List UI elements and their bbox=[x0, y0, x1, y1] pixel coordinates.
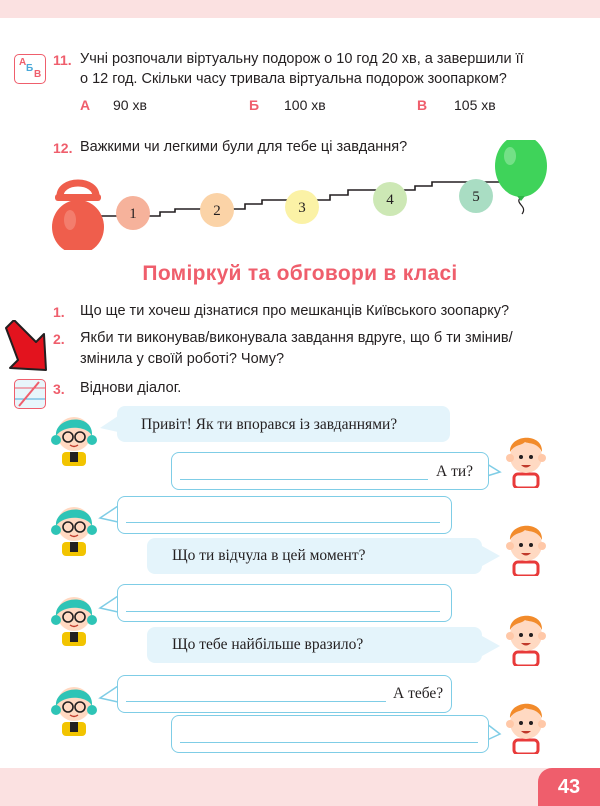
question-12-text: Важкими чи легкими були для тебе ці завдання? bbox=[80, 139, 408, 155]
balloon-icon bbox=[495, 140, 547, 214]
girl-answer-bubble-2[interactable] bbox=[117, 496, 452, 534]
answer-line[interactable] bbox=[180, 742, 478, 743]
abc-icon-letter-b: Б bbox=[26, 63, 34, 74]
difficulty-scale bbox=[0, 140, 600, 250]
question-12-number: 12. bbox=[53, 140, 73, 156]
girl-line-4-suffix: А тебе? bbox=[393, 685, 444, 702]
answer-line[interactable] bbox=[126, 701, 386, 702]
option-b-letter: Б bbox=[249, 97, 260, 113]
option-a-value[interactable]: 90 хв bbox=[113, 97, 147, 113]
answer-line[interactable] bbox=[180, 479, 428, 480]
answer-line[interactable] bbox=[126, 611, 440, 612]
boy-line-2: Що ти відчула в цей момент? bbox=[172, 547, 366, 564]
scale-label-4: 4 bbox=[386, 192, 394, 208]
bottom-band bbox=[0, 768, 600, 806]
scale-label-2: 2 bbox=[213, 203, 221, 219]
question-11-line-1: Учні розпочали віртуальну подорож о 10 год 20 хв, а завершили її bbox=[80, 51, 524, 67]
option-a-letter: А bbox=[80, 97, 91, 113]
option-v-value[interactable]: 105 хв bbox=[454, 97, 496, 113]
boy-line-1-suffix: А ти? bbox=[436, 463, 474, 480]
scale-label-1: 1 bbox=[129, 206, 137, 222]
abc-icon-letter-a: А bbox=[19, 57, 27, 68]
discussion-3-number: 3. bbox=[53, 381, 65, 397]
abc-icon-letter-v: В bbox=[34, 69, 42, 80]
boy-line-3: Що тебе найбільше вразило? bbox=[172, 636, 364, 653]
abc-options-icon bbox=[14, 54, 46, 84]
option-v-letter: В bbox=[417, 97, 428, 113]
girl-line-1: Привіт! Як ти впорався із завданнями? bbox=[141, 416, 398, 433]
scale-label-3: 3 bbox=[298, 200, 306, 216]
girl-answer-bubble-3[interactable] bbox=[117, 584, 452, 622]
scale-label-5: 5 bbox=[472, 189, 480, 205]
red-arrow-icon bbox=[4, 320, 50, 374]
question-11-line-2: о 12 год. Скільки часу тривала віртуальна подорож зоопарком? bbox=[80, 71, 507, 87]
discussion-3-text: Віднови діалог. bbox=[80, 380, 182, 396]
answer-line[interactable] bbox=[126, 522, 440, 523]
discussion-1-text: Що ще ти хочеш дізнатися про мешканців Київського зоопарку? bbox=[80, 303, 510, 319]
discussion-1-number: 1. bbox=[53, 304, 65, 320]
top-band bbox=[0, 0, 600, 18]
boy-answer-bubble-4[interactable] bbox=[171, 715, 489, 753]
section-heading: Поміркуй та обговори в класі bbox=[142, 262, 458, 285]
discussion-2-line-1: Якби ти виконував/виконувала завдання вдруге, що б ти змінив/ bbox=[80, 330, 513, 346]
question-11-number: 11. bbox=[53, 52, 72, 68]
kettlebell-icon bbox=[52, 183, 104, 250]
option-b-value[interactable]: 100 хв bbox=[284, 97, 326, 113]
discussion-2-line-2: змінила у своїй роботі? Чому? bbox=[80, 351, 285, 367]
page-number: 43 bbox=[538, 768, 600, 806]
discussion-2-number: 2. bbox=[53, 331, 65, 347]
